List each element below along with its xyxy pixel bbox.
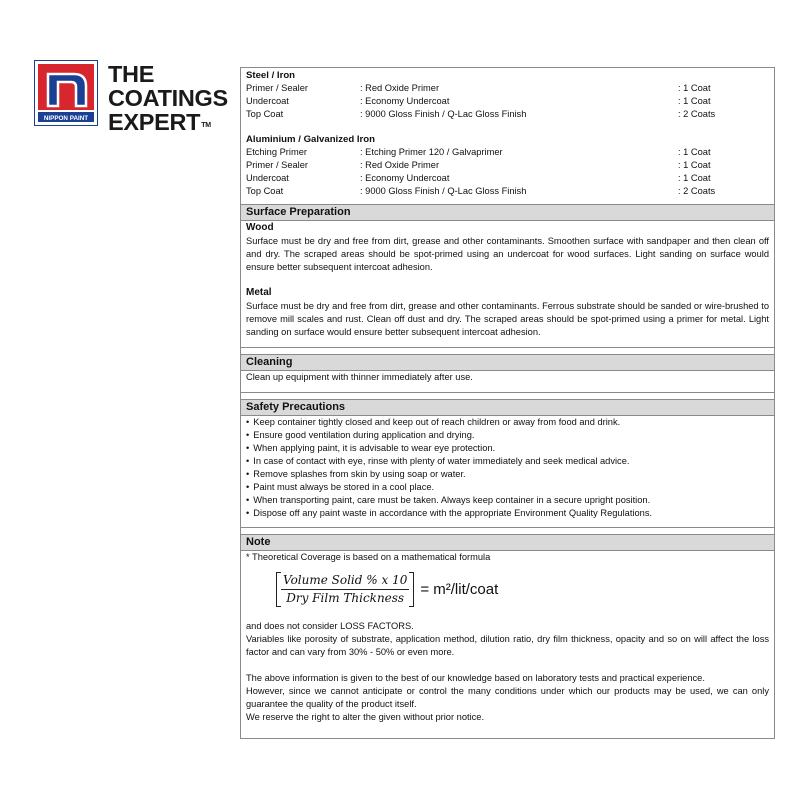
cleaning-text: Clean up equipment with thinner immediately after use. (246, 372, 473, 382)
disclaimer-line: We reserve the right to alter the given without prior notice. (246, 712, 485, 722)
cleaning-section (241, 354, 774, 393)
list-item: • Paint must always be stored in a cool place. (246, 481, 769, 494)
loss-factor-detail: Variables like porosity of substrate, application method, dilution ratio, dry film thickness, opacity and so on will affect the loss factor and can vary from 30% - 50% or even more. (246, 634, 769, 657)
system-row: Top Coat : 9000 Gloss Finish / Q-Lac Gloss Finish : 2 Coats (246, 109, 716, 119)
system-row: Undercoat : Economy Undercoat : 1 Coat (246, 173, 711, 183)
disclaimer-line: However, since we cannot anticipate or control the many conditions under which our products may be used, we can only guarantee the quality of the product itself. (246, 686, 769, 709)
formula-numerator: Volume Solid % x 10 (281, 572, 409, 590)
section-heading: Note (241, 534, 774, 551)
section-heading: Cleaning (241, 354, 774, 371)
system-title: Aluminium / Galvanized Iron (246, 134, 376, 145)
coverage-formula (246, 566, 769, 612)
system-row: Etching Primer : Etching Primer 120 / Galvaprimer : 1 Coat (246, 147, 711, 157)
formula-denominator: Dry Film Thickness (286, 590, 405, 605)
nippon-paint-logo (34, 60, 98, 126)
loss-factor-note: and does not consider LOSS FACTORS. (246, 621, 414, 631)
system-title: Steel / Iron (246, 70, 296, 81)
system-row: Primer / Sealer : Red Oxide Primer : 1 Coat (246, 160, 711, 170)
brand-line-3: EXPERT™ (108, 109, 211, 135)
section-heading: Surface Preparation (241, 205, 774, 221)
list-item: • Dispose off any paint waste in accordance with the appropriate Environment Quality Regulations. (246, 507, 769, 520)
note-intro: * Theoretical Coverage is based on a mathematical formula (246, 552, 491, 562)
list-item: • Ensure good ventilation during application and drying. (246, 429, 769, 442)
safety-section (241, 399, 774, 528)
formula-fraction (276, 572, 414, 607)
list-item: • Remove splashes from skin by using soap or water. (246, 468, 769, 481)
system-steel (241, 69, 774, 121)
list-item: • Keep container tightly closed and keep out of reach children or away from food and drink. (246, 416, 769, 429)
brand-line-1: THE (108, 61, 155, 87)
wood-text: Surface must be dry and free from dirt, grease and other contaminants. Smoothen surface with sandpaper and then clean off and dry. The scraped areas should be spot-primed using an undercoat for wood surfaces. Light sanding on surface would ensure better subsequent intercoat adhesion. (246, 236, 769, 272)
section-heading: Safety Precautions (241, 399, 774, 416)
system-aluminium (241, 133, 774, 198)
system-row: Primer / Sealer : Red Oxide Primer : 1 Coat (246, 83, 711, 93)
note-section (241, 534, 774, 724)
safety-list (241, 416, 774, 520)
system-row: Undercoat : Economy Undercoat : 1 Coat (246, 96, 711, 106)
brand-tagline (108, 62, 228, 134)
wood-title: Wood (246, 222, 274, 233)
paint-system-section (241, 68, 774, 205)
metal-text: Surface must be dry and free from dirt, grease and other contaminants. Ferrous substrate should be sanded or wire-brushed to remove mill scales and rust. Clean off dust and dry. The scraped areas should be spot-primed using a primer for metal. Light sanding on surface would ensure better subsequent intercoat adhesion. (246, 301, 769, 337)
logo-text: NIPPON PAINT (43, 115, 89, 122)
list-item: • When applying paint, it is advisable to wear eye protection. (246, 442, 769, 455)
list-item: • In case of contact with eye, rinse with plenty of water immediately and seek medical advice. (246, 455, 769, 468)
formula-result: = m²/lit/coat (420, 580, 499, 598)
metal-title: Metal (246, 287, 272, 298)
product-datasheet (240, 67, 775, 739)
disclaimer-line: The above information is given to the best of our knowledge based on laboratory tests and practical experience. (246, 673, 705, 683)
brand-line-2: COATINGS (108, 85, 228, 111)
list-item: • When transporting paint, care must be taken. Always keep container in a secure upright position. (246, 494, 769, 507)
surface-preparation-section (241, 205, 774, 348)
trademark: TM (201, 122, 211, 129)
system-row: Top Coat : 9000 Gloss Finish / Q-Lac Gloss Finish : 2 Coats (246, 186, 716, 196)
